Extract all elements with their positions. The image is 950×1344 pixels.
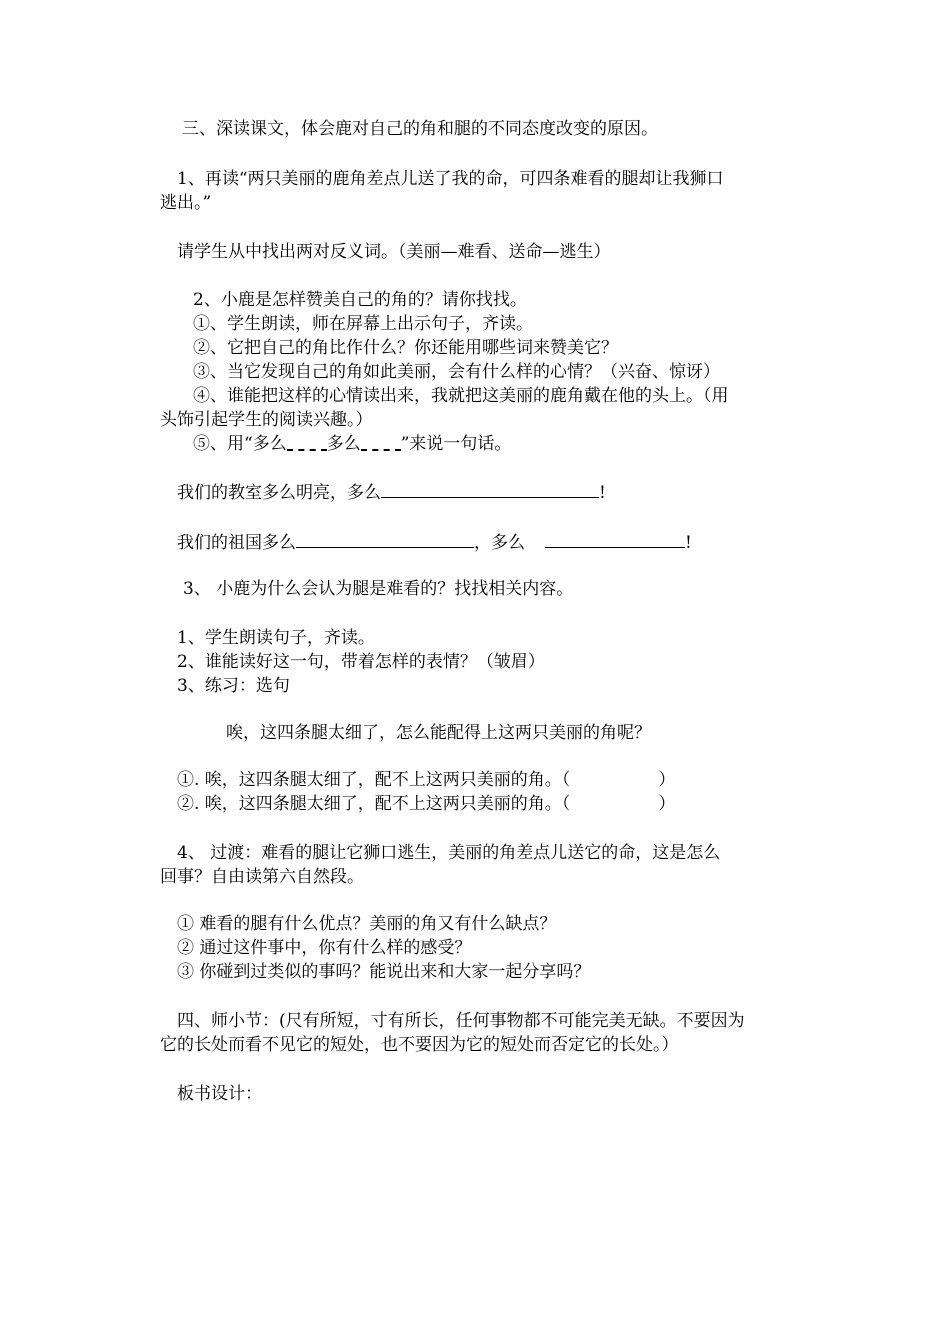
paragraph-line: 回事？自由读第六自然段。 [160,867,364,887]
fill-blank [296,531,474,548]
list-item [193,433,511,455]
list-item-text: 多么 [326,434,361,454]
dash-blank [361,439,401,451]
exercise-text: ! [685,533,692,553]
summary-line: 它的长处而看不见它的短处，也不要因为它的短处而否定它的长处。） [160,1035,679,1055]
list-item: ④、谁能把这样的心情读出来，我就把这美丽的鹿角戴在他的头上。（用 [193,386,729,406]
list-item-text: ”来说一句话。 [400,434,512,454]
fill-blank [545,531,685,548]
exercise-line [177,481,606,504]
board-design-label: 板书设计： [177,1084,262,1104]
paragraph-line: 4、 过渡：难看的腿让它狮口逃生，美丽的角差点儿送它的命，这是怎么 [177,843,721,863]
subsection-title: 3、 小鹿为什么会认为腿是难看的？找找相关内容。 [183,579,574,599]
exercise-text: ! [599,483,606,503]
option-paren: ） [658,794,676,814]
exercise-line [177,531,692,554]
list-item: 头饰引起学生的阅读兴趣。） [160,410,373,430]
dash-blank [287,439,327,451]
option-paren: ） [658,770,676,790]
list-item: ①、学生朗读，师在屏幕上出示句子，齐读。 [193,314,533,334]
exercise-text: ，多么 [474,533,525,553]
list-item: ③、当它发现自己的角如此美丽，会有什么样的心情？（兴奋、惊讶） [193,362,720,382]
paragraph-line: 1、再读“两只美丽的鹿角差点儿送了我的命，可四条难看的腿却让我狮口 [177,169,724,189]
question-item: ① 难看的腿有什么优点？美丽的角又有什么缺点？ [177,914,557,934]
exercise-text: 我们的祖国多么 [177,533,296,553]
fill-blank [381,481,599,498]
list-item: ②、它把自己的角比作什么？你还能用哪些词来赞美它？ [193,338,618,358]
subsection-title: 2、小鹿是怎样赞美自己的角的？请你找找。 [193,290,527,310]
option-text: ①. 唉，这四条腿太细了，配不上这两只美丽的角。（ [177,770,571,790]
list-item: 1、学生朗读句子，齐读。 [177,628,375,648]
quoted-sentence: 唉，这四条腿太细了，怎么能配得上这两只美丽的角呢？ [226,723,651,743]
section-heading: 三、深读课文，体会鹿对自己的角和腿的不同态度改变的原因。 [182,119,658,139]
list-item-text: ⑤、用“多么 [193,434,287,454]
option-text: ②. 唉，这四条腿太细了，配不上这两只美丽的角。（ [177,794,571,814]
summary-line: 四、师小节：(尺有所短，寸有所长，任何事物都不可能完美无缺。不要因为 [177,1011,745,1031]
task-line: 请学生从中找出两对反义词。（美丽—难看、送命—逃生） [177,242,611,262]
option-line [177,769,675,791]
question-item: ③ 你碰到过类似的事吗？能说出来和大家一起分享吗？ [177,962,591,982]
question-item: ② 通过这件事中，你有什么样的感受？ [177,938,472,958]
paragraph-line: 逃出。” [160,193,212,213]
list-item: 2、谁能读好这一句，带着怎样的表情？（皱眉） [177,652,545,672]
option-line [177,793,675,815]
list-item: 3、练习：选句 [177,676,290,696]
exercise-text: 我们的教室多么明亮，多么 [177,483,381,503]
